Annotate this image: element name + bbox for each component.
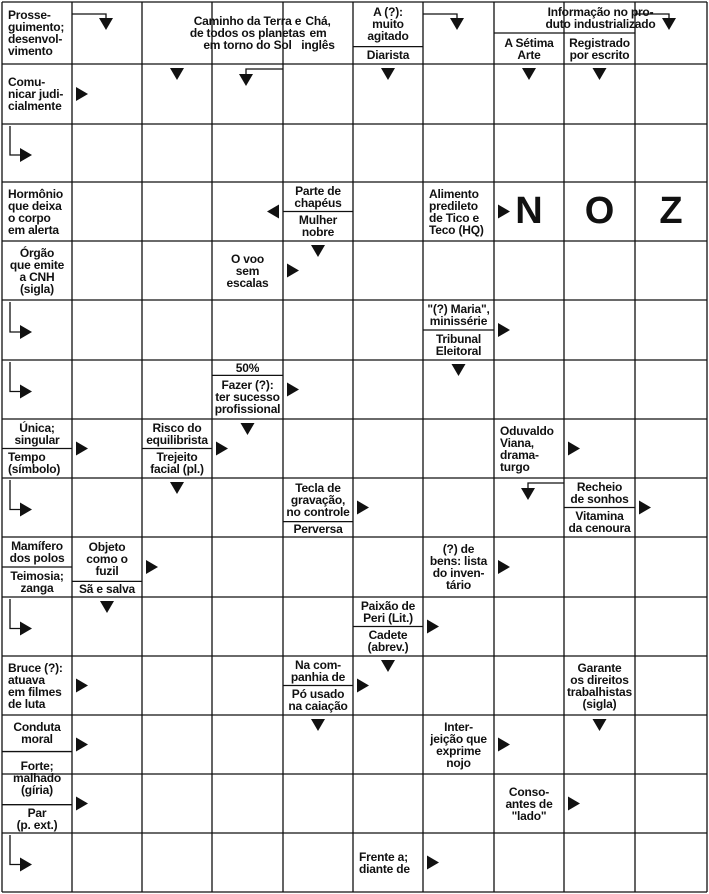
clue-c40: Conduta moral: [13, 720, 61, 747]
clue-c16: "(?) Maria", minissérie: [427, 302, 490, 328]
clue-c37: Na com- panhia de: [290, 657, 346, 684]
clue-c45: Frente a; diante de: [359, 849, 410, 876]
clue-c14: Órgão que emite a CNH (sigla): [9, 245, 65, 296]
elbow-down-left-arrow-icon: [239, 69, 283, 86]
right-arrow-icon: [287, 264, 299, 278]
clue-c17: Tribunal Eleitoral: [435, 332, 482, 358]
clue-c32: Teimosia; zanga: [10, 569, 64, 595]
right-arrow-icon: [76, 87, 88, 101]
clue-c12: Mulher nobre: [298, 213, 338, 240]
right-arrow-icon: [357, 679, 369, 693]
clue-c44: Par (p. ext.): [16, 805, 58, 832]
right-arrow-icon: [357, 501, 369, 515]
elbow-right-arrow-icon: [10, 835, 32, 872]
right-arrow-icon: [76, 738, 88, 752]
clue-c26: Recheio de sonhos: [570, 479, 629, 506]
clue-c27: Perversa: [293, 522, 343, 537]
clue-c41: Inter- jeição que exprime nojo: [430, 719, 487, 770]
answer-cell-o[interactable]: O: [584, 190, 615, 232]
right-arrow-icon: [427, 856, 439, 870]
left-arrow-icon: [267, 205, 279, 219]
elbow-down-left-arrow-icon: [521, 483, 564, 500]
clue-c33: Sã e salva: [78, 582, 136, 597]
clue-c18: 50%: [235, 360, 260, 375]
clue-c20: Única; singular: [14, 420, 60, 447]
down-arrow-icon: [381, 68, 395, 80]
clue-c5: Diarista: [366, 48, 410, 63]
clue-c43: Conso- antes de "lado": [505, 784, 553, 823]
down-arrow-icon: [170, 68, 184, 80]
clue-c31: (?) de bens: lista do inven- tário: [429, 542, 488, 592]
clue-c15: O voo sem escalas: [226, 251, 269, 290]
right-arrow-icon: [498, 560, 510, 574]
right-arrow-icon: [287, 383, 299, 397]
down-arrow-icon: [522, 68, 536, 80]
clue-c34: Paixão de Peri (Lit.): [360, 598, 416, 625]
right-arrow-icon: [568, 797, 580, 811]
right-arrow-icon: [146, 560, 158, 574]
clue-c30: Objeto como o fuzil: [86, 540, 128, 579]
clue-c35: Cadete (abrev.): [367, 628, 409, 655]
down-arrow-icon: [100, 601, 114, 613]
right-arrow-icon: [639, 501, 651, 515]
right-arrow-icon: [216, 442, 228, 456]
clue-c24: Oduvaldo Viana, drama- turgo: [500, 423, 554, 474]
down-arrow-icon: [170, 482, 184, 494]
elbow-down-arrow-icon: [72, 14, 113, 30]
clue-c39: Garante os direitos trabalhistas (sigla): [567, 660, 632, 711]
clue-c13: Alimento predileto de Tico e Teco (HQ): [429, 186, 484, 237]
elbow-right-arrow-icon: [10, 599, 32, 636]
clue-c1: Prosse- guimento; desenvol- vimento: [8, 8, 65, 58]
answer-cell-z[interactable]: Z: [659, 190, 683, 232]
down-arrow-icon: [593, 719, 607, 731]
clue-c25: Tecla de gravação, no controle: [286, 480, 350, 519]
right-arrow-icon: [76, 797, 88, 811]
right-arrow-icon: [76, 679, 88, 693]
down-arrow-icon: [311, 245, 325, 257]
down-arrow-icon: [381, 660, 395, 672]
clue-c8: Registrado por escrito: [569, 35, 630, 62]
elbow-down-arrow-icon: [423, 14, 464, 30]
clue-c21: Tempo (símbolo): [8, 450, 61, 477]
elbow-right-arrow-icon: [10, 302, 32, 339]
down-arrow-icon: [452, 364, 466, 376]
clue-c29: Mamífero dos polos: [9, 539, 65, 565]
right-arrow-icon: [498, 738, 510, 752]
elbow-right-arrow-icon: [10, 480, 32, 517]
clue-c28: Vitamina da cenoura: [568, 509, 631, 536]
clue-c9: Comu- nicar judi- cialmente: [8, 75, 64, 113]
right-arrow-icon: [76, 442, 88, 456]
down-arrow-icon: [241, 423, 255, 435]
clue-c22: Risco do equilibrista: [146, 420, 208, 447]
clue-c6: Informação no pro- duto industrializado: [545, 4, 656, 31]
clue-c2: Caminho da Terra e de todos os planetas em torno do Sol: [189, 14, 306, 52]
clue-c19: Fazer (?): ter sucesso profissional: [214, 378, 281, 417]
elbow-right-arrow-icon: [10, 126, 32, 162]
clue-c4: A (?): muito agitado: [367, 5, 409, 44]
right-arrow-icon: [427, 620, 439, 634]
clue-c36: Bruce (?): atuava em filmes de luta: [8, 660, 63, 711]
clue-c11: Parte de chapéus: [294, 183, 342, 210]
clue-c23: Trejeito facial (pl.): [150, 450, 204, 477]
down-arrow-icon: [593, 68, 607, 80]
elbow-right-arrow-icon: [10, 362, 32, 399]
clue-c3: Chá, em inglês: [301, 14, 335, 52]
clue-c7: A Sétima Arte: [504, 35, 554, 62]
right-arrow-icon: [498, 323, 510, 337]
right-arrow-icon: [568, 442, 580, 456]
clue-c42: Forte; malhado (gíria): [13, 759, 61, 798]
answer-cell-n[interactable]: N: [515, 190, 543, 232]
clue-c38: Pó usado na caiação: [288, 687, 348, 714]
clue-c10: Hormônio que deixa o corpo em alerta: [8, 186, 64, 237]
down-arrow-icon: [311, 719, 325, 731]
